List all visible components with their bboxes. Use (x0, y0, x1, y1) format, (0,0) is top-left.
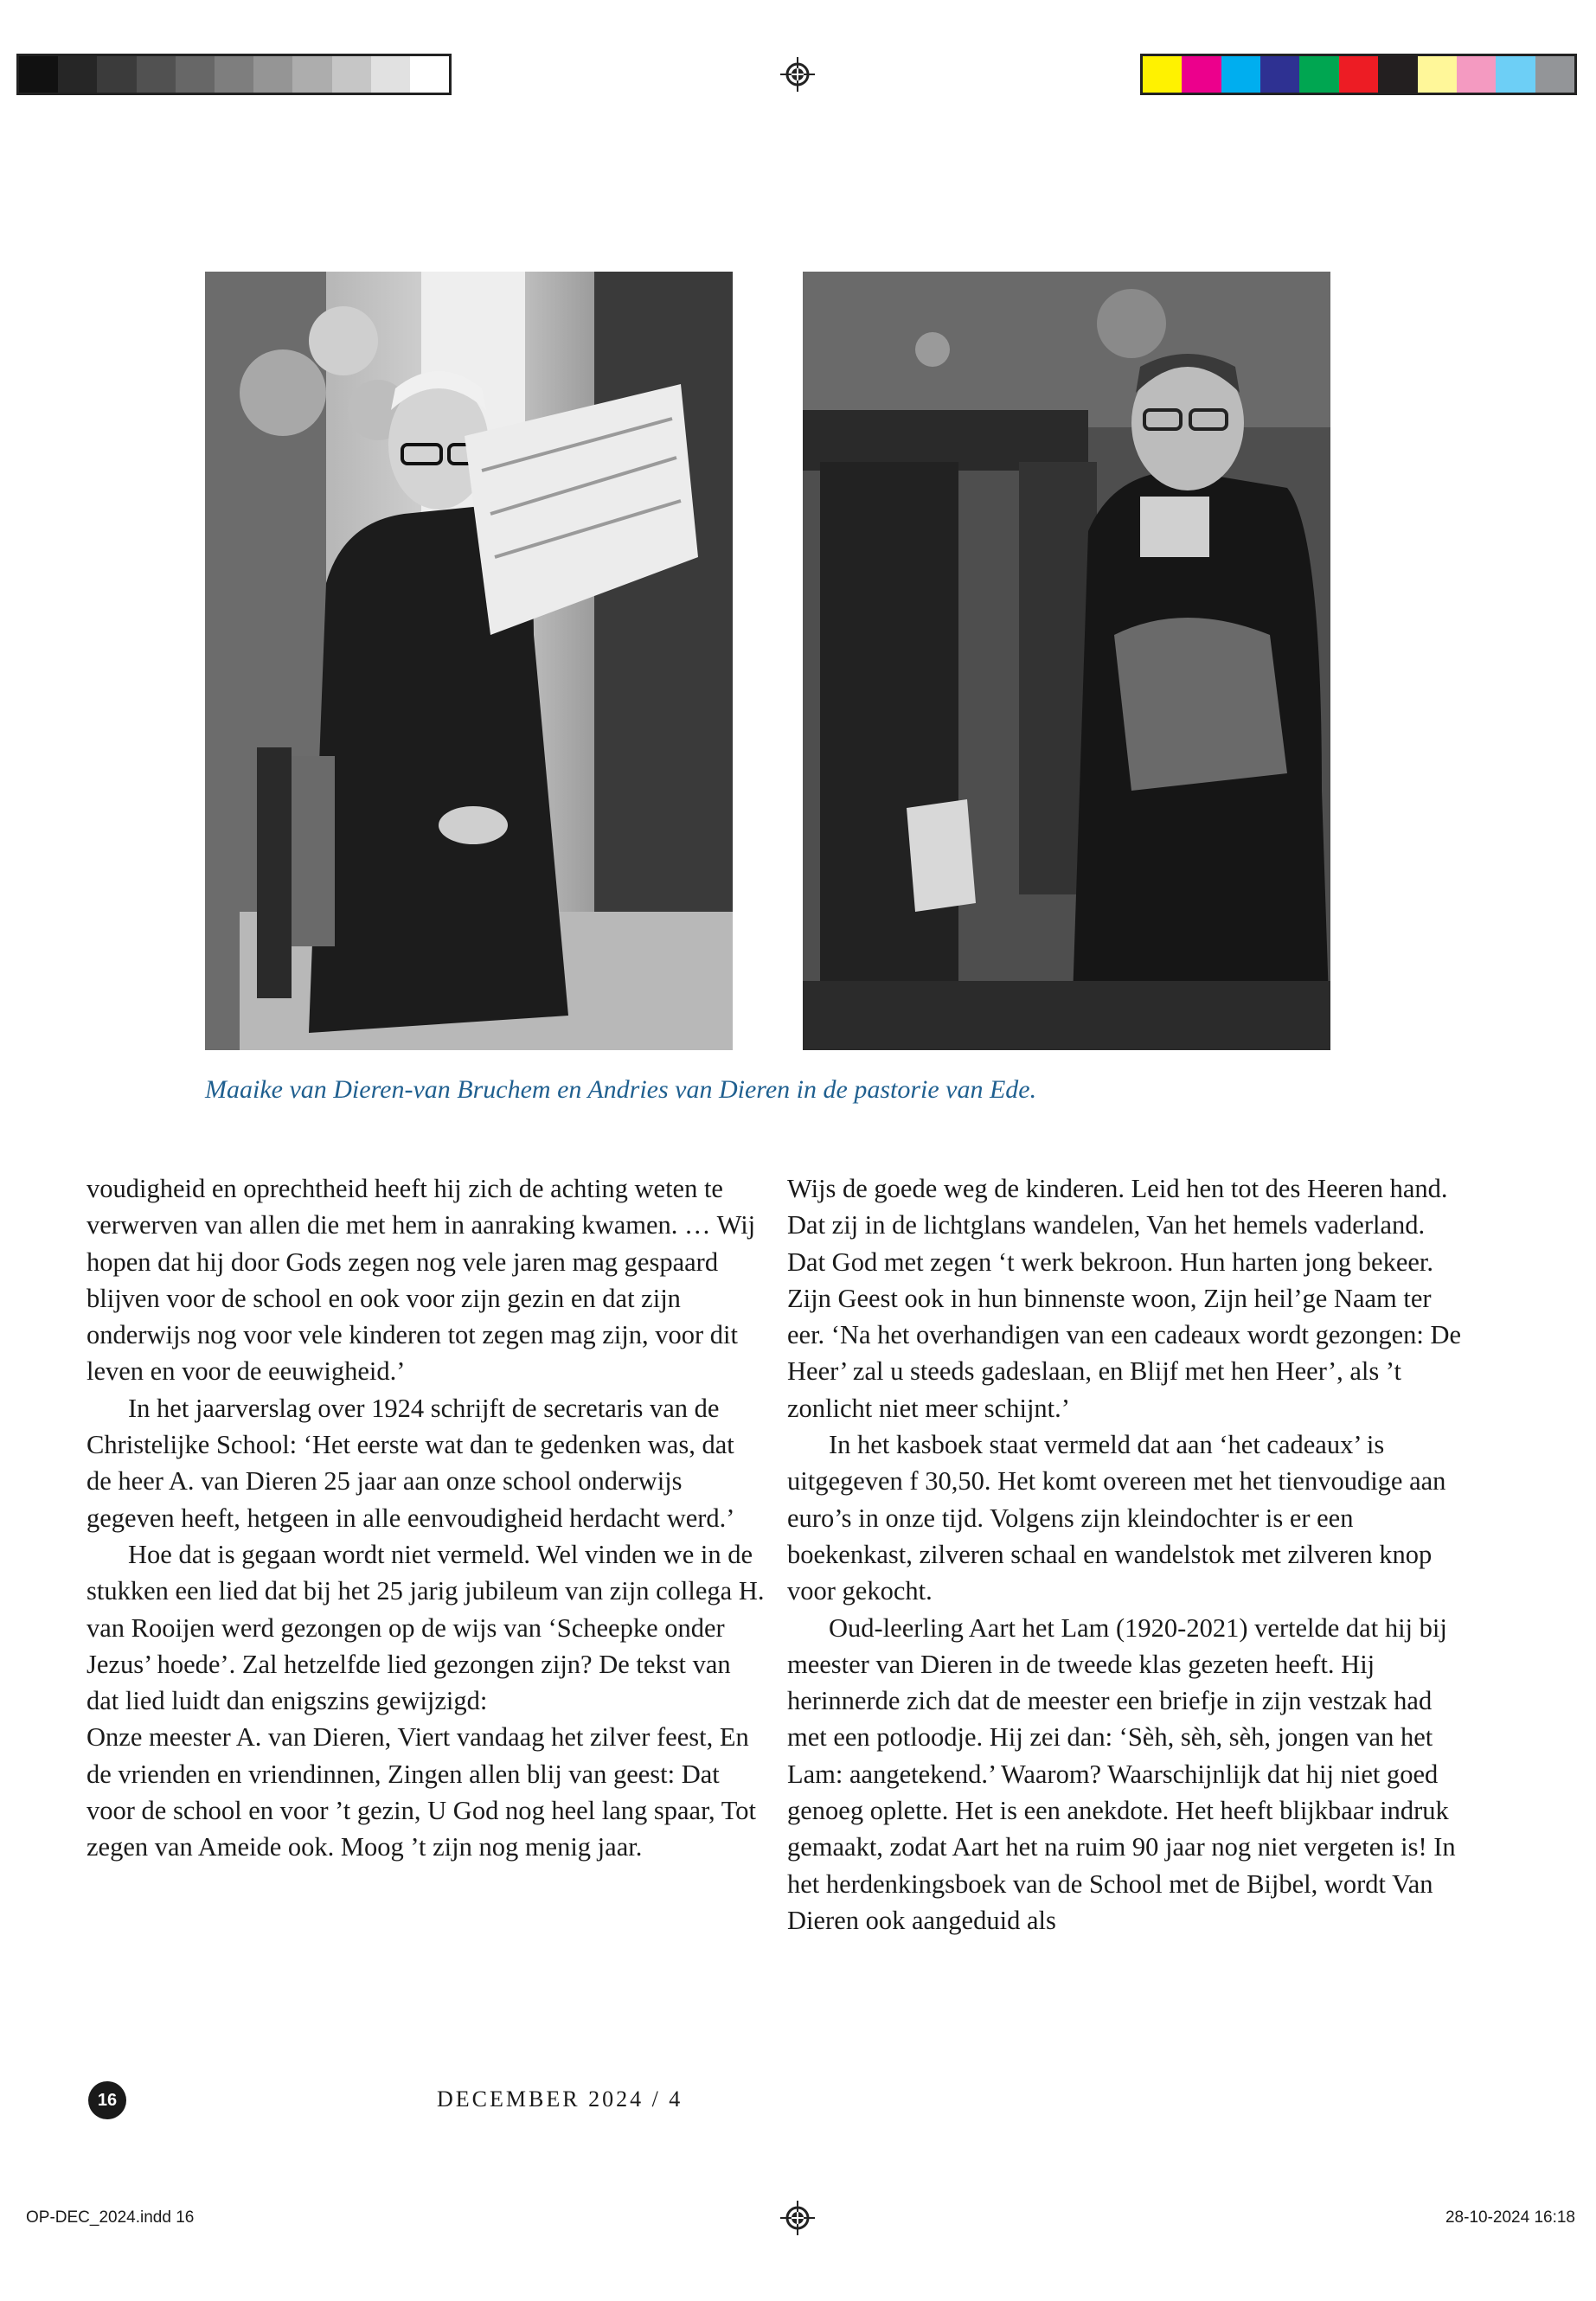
color-swatch-5 (1299, 56, 1338, 93)
color-swatch-2 (1182, 56, 1221, 93)
grey-swatch-5 (176, 56, 215, 93)
grey-swatch-8 (292, 56, 331, 93)
color-swatch-9 (1457, 56, 1496, 93)
color-swatch-11 (1535, 56, 1574, 93)
paragraph: In het jaarverslag over 1924 schrijft de secretaris van de Christelijke School: ‘Het eerste wat dan te gedenken was, dat de heer A. van Dieren 25 jaar aan onze school onderwijs gegeven heeft, hetgeen in alle eenvoudigheid herdacht werd.’ (87, 1393, 735, 1533)
color-swatch-4 (1260, 56, 1299, 93)
slug-filename: OP-DEC_2024.indd 16 (26, 2208, 195, 2227)
paragraph: Hoe dat is gegaan wordt niet vermeld. Wel vinden we in de stukken een lied dat bij het 25 jarig jubileum van zijn collega H. van Rooijen werd gezongen op de wijs van ‘Scheepke onder Jezus’ hoede’. Zal hetzelfde lied gezongen zijn? De tekst van dat lied luidt dan enigszins gewijzigd: (87, 1539, 765, 1716)
paragraph: Oud-leerling Aart het Lam (1920-2021) vertelde dat hij bij meester van Dieren in de tweede klas gezeten heeft. Hij herinnerde zich dat de meester een briefje in zijn vestzak had met een potloodje. Hij zei dan: ‘Sèh, sèh, sèh, jongen van het Lam: aangetekend.’ Waarom? Waarschijnlijk dat hij niet goed genoeg oplette. Het is een anekdote. Het heeft blijkbaar indruk gemaakt, zodat Aart het na ruim 90 jaar nog niet vergeten is! In het herdenkingsboek van de School met de Bijbel, wordt Van Dieren ook aangeduid als (787, 1612, 1456, 1935)
grey-swatch-4 (137, 56, 176, 93)
grey-swatch-6 (215, 56, 253, 93)
grey-swatch-7 (253, 56, 292, 93)
photo-caption: Maaike van Dieren-van Bruchem en Andries van Dieren in de pastorie van Ede. (205, 1075, 1037, 1104)
color-swatch-8 (1418, 56, 1457, 93)
page-number-badge: 16 (88, 2081, 126, 2119)
slug-timestamp: 28-10-2024 16:18 (1445, 2208, 1575, 2227)
song-lyrics: Wijs de goede weg de kinderen. Leid hen tot des Heeren hand. Dat zij in de lichtglans wandelen, Van het hemels vaderland. Dat God met zegen ‘t werk bekroon. Hun harten jong bekeer. Zijn Geest ook in hun binnenste woon, Zijn heil’ge Naam ter eer. ‘Na het overhandigen van een cadeaux wordt gezongen: De Heer’ zal u steeds gadeslaan, en Blijf met hen Heer’, als ’t zonlicht niet meer schijnt.’ (787, 1174, 1462, 1423)
color-swatch-10 (1496, 56, 1535, 93)
grey-swatch-1 (19, 56, 58, 93)
color-swatch-6 (1339, 56, 1378, 93)
grey-swatch-2 (58, 56, 97, 93)
registration-mark-icon (780, 2201, 815, 2235)
color-swatch-7 (1378, 56, 1417, 93)
color-swatch-1 (1143, 56, 1182, 93)
grey-swatch-3 (97, 56, 136, 93)
color-swatch-3 (1221, 56, 1260, 93)
photo-man-seated-in-chair (803, 272, 1330, 1050)
color-calibration-bar (1140, 54, 1577, 95)
photo-woman-reading-newspaper (205, 272, 733, 1050)
article-column-left (87, 1170, 766, 1866)
paragraph: voudigheid en oprechtheid heeft hij zich de achting weten te verwerven van allen die met hem in aanraking kwamen. … Wij hopen dat hij door Gods zegen nog vele jaren mag gespaard blijven voor de school en ook voor zijn gezin en dat zijn onderwijs nog voor vele kinderen tot zegen mag zijn, voor dit leven en voor de eeuwigheid.’ (87, 1174, 756, 1387)
paragraph: In het kasboek staat vermeld dat aan ‘het cadeaux’ is uitgegeven f 30,50. Het komt overeen met het tienvoudige aan euro’s in onze tijd. Volgens zijn kleindochter is er een boekenkast, zilveren schaal en wandelstok met zilveren knop voor gekocht. (787, 1430, 1446, 1606)
grey-swatch-11 (410, 56, 449, 93)
registration-mark-icon (780, 57, 815, 92)
grey-calibration-bar (16, 54, 452, 95)
issue-label: DECEMBER 2024 / 4 (437, 2086, 683, 2112)
article-column-right (787, 1170, 1462, 1939)
song-lyrics: Onze meester A. van Dieren, Viert vandaag het zilver feest, En de vrienden en vriendinnen, Zingen allen blij van geest: Dat voor de school en voor ’t gezin, U God nog heel lang spaar, Tot zegen van Ameide ook. Moog ’t zijn nog menig jaar. (87, 1722, 756, 1862)
grey-swatch-10 (371, 56, 410, 93)
grey-swatch-9 (332, 56, 371, 93)
